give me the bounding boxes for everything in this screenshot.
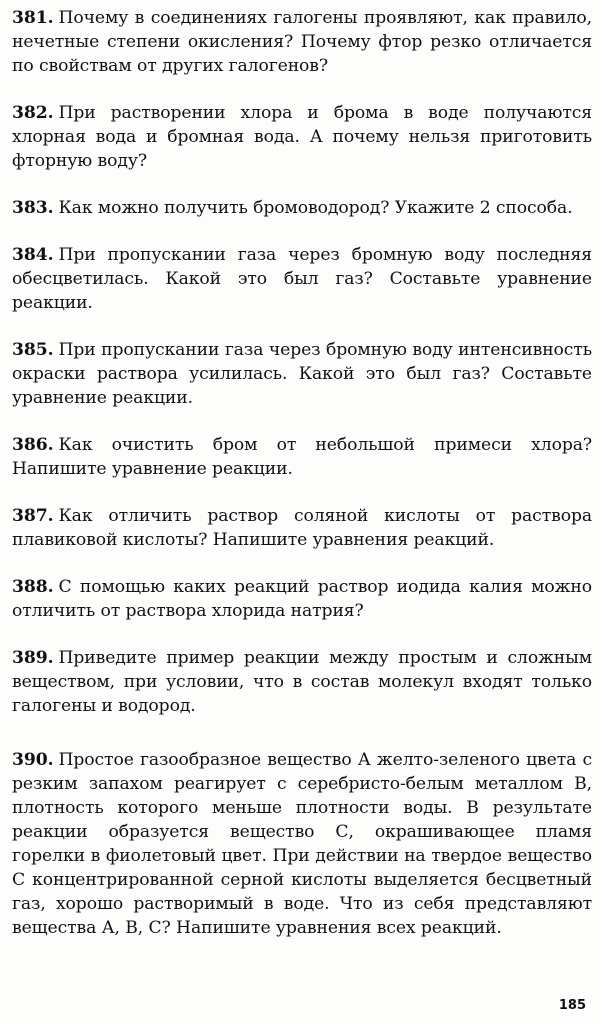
problem-paragraph: [12, 6, 592, 78]
problem-390: [12, 748, 592, 940]
problem-389: [12, 646, 592, 718]
problem-paragraph: [12, 101, 592, 173]
problem-text: При пропускании газа через бромную воду интенсивность окраски раствора усилилась. Какой это был газ? Составьте уравнение реакции.: [12, 340, 592, 408]
problem-text: Как можно получить бромоводород? Укажите 2 способа.: [58, 198, 573, 218]
problem-385: [12, 338, 592, 410]
problem-381: [12, 6, 592, 78]
problem-382: [12, 101, 592, 173]
problem-paragraph: [12, 196, 592, 220]
problem-384: [12, 243, 592, 315]
problem-number: 382.: [12, 103, 54, 123]
problem-text: Как очистить бром от небольшой примеси хлора? Напишите уравнение реакции.: [12, 435, 592, 479]
problem-383: [12, 196, 592, 220]
problem-text: Приведите пример реакции между простым и сложным веществом, при условии, что в состав молекул входят только галогены и водород.: [12, 648, 592, 716]
problem-paragraph: [12, 338, 592, 410]
problem-paragraph: [12, 504, 592, 552]
problem-paragraph: [12, 646, 592, 718]
problem-text: Простое газообразное вещество А желто-зеленого цвета с резким запахом реагирует с серебристо-белым металлом В, плотность которого меньше плотности воды. В результате реакции образуется вещество С, окрашивающее пламя горелки в фиолетовый цвет. При действии на твердое вещество С концентрированной серной кислоты выделяется бесцветный газ, хорошо растворимый в воде. Что из себя представляют вещества А, В, С? Напишите уравнения всех реакций.: [12, 750, 592, 938]
problem-text: Почему в соединениях галогены проявляют, как правило, нечетные степени окисления? Почему фтор резко отличается по свойствам от других галогенов?: [12, 8, 592, 76]
problem-text: Как отличить раствор соляной кислоты от раствора плавиковой кислоты? Напишите уравнения реакций.: [12, 506, 592, 550]
problem-text: С помощью каких реакций раствор иодида калия можно отличить от раствора хлорида натрия?: [12, 577, 592, 621]
problem-number: 387.: [12, 506, 54, 526]
problem-number: 388.: [12, 577, 54, 597]
problem-number: 381.: [12, 8, 54, 28]
problem-387: [12, 504, 592, 552]
problem-number: 389.: [12, 648, 54, 668]
problem-paragraph: [12, 748, 592, 940]
problem-paragraph: [12, 575, 592, 623]
problem-number: 390.: [12, 750, 54, 770]
problem-text: При растворении хлора и брома в воде получаются хлорная вода и бромная вода. А почему нельзя приготовить фторную воду?: [12, 103, 592, 171]
problem-paragraph: [12, 433, 592, 481]
problem-list: [12, 6, 592, 963]
problem-number: 385.: [12, 340, 54, 360]
problem-388: [12, 575, 592, 623]
page-number: 185: [558, 998, 586, 1013]
problem-386: [12, 433, 592, 481]
problem-number: 384.: [12, 245, 54, 265]
problem-paragraph: [12, 243, 592, 315]
problem-text: При пропускании газа через бромную воду последняя обесцветилась. Какой это был газ? Составьте уравнение реакции.: [12, 245, 592, 313]
problem-number: 383.: [12, 198, 54, 218]
problem-number: 386.: [12, 435, 54, 455]
